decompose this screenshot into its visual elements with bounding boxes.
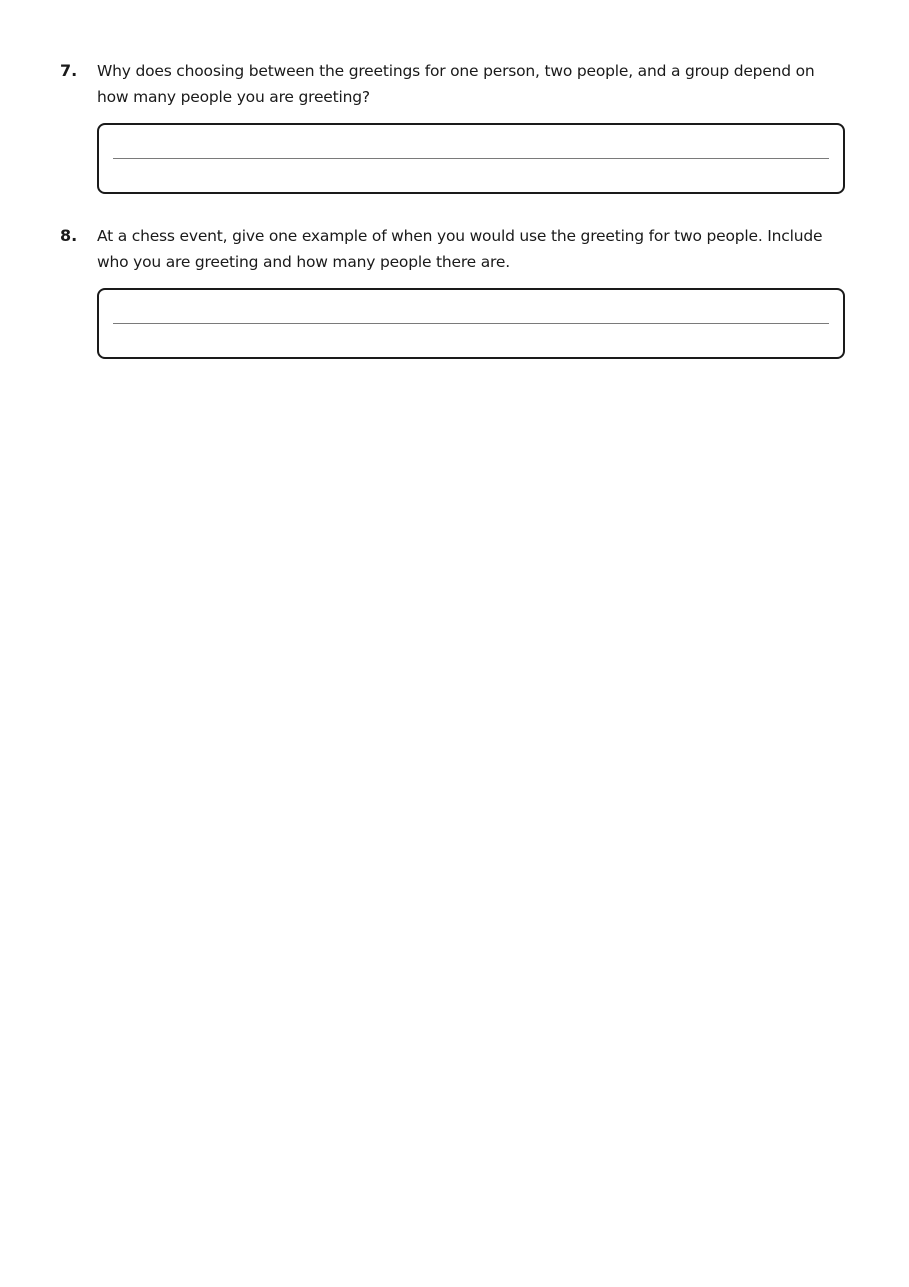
question-row (60, 58, 850, 110)
question-7 (60, 58, 850, 194)
question-8 (60, 223, 850, 359)
question-row (60, 223, 850, 275)
question-text: Why does choosing between the greetings for one person, two people, and a group depend on how many people you are greeting? (97, 62, 815, 106)
question-number: 7. (60, 61, 78, 80)
answer-line (113, 323, 829, 324)
answer-box[interactable] (97, 123, 845, 194)
question-number: 8. (60, 226, 78, 245)
question-text: At a chess event, give one example of when you would use the greeting for two people. Include who you are greeting and how many people there are. (97, 227, 823, 271)
answer-box[interactable] (97, 288, 845, 359)
answer-line (113, 158, 829, 159)
